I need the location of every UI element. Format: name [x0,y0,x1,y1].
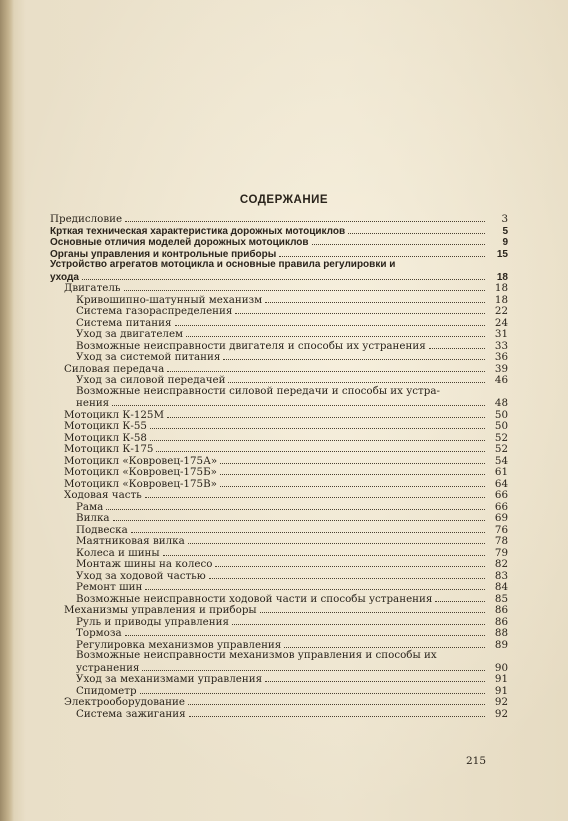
toc-entry-title: Уход за механизмами управления [76,673,263,685]
toc-entry-title: Система газораспределения [76,305,233,317]
toc-entry-title: Двигатель [64,282,121,294]
toc-entry [50,213,508,225]
toc-entry-title: Мотоцикл «Ковровец-175Б» [64,466,217,478]
toc-leader-dots [131,524,485,533]
toc-entry-page: 89 [494,638,508,651]
toc-entry-page: 76 [494,523,508,536]
toc-leader-dots [284,639,485,648]
toc-entry-page: 86 [494,604,508,616]
toc-entry-page: 46 [494,374,508,386]
toc-leader-dots [163,547,485,556]
toc-entry-title: Маятниковая вилка [76,535,185,547]
page-title: СОДЕРЖАНИЕ [239,194,329,206]
toc-entry [50,604,508,616]
toc-entry-title: Мотоцикл К-55 [64,420,147,432]
toc-entry [50,271,508,283]
toc-leader-dots [175,317,485,326]
page-number: 215 [466,755,487,767]
toc-entry-title: Уход за ходовой частью [76,569,206,582]
toc-entry [50,236,508,248]
toc-entry-title: Возможные неисправности двигателя и способы их устранения [76,339,426,352]
toc-entry [50,696,508,708]
toc-entry [50,374,508,386]
toc-leader-dots [209,570,485,579]
toc-leader-dots [220,466,485,475]
toc-entry-page: 18 [496,271,508,283]
toc-entry [50,535,508,547]
toc-entry-page: 52 [494,443,508,455]
toc-entry-title: Ходовая часть [64,489,142,501]
toc-leader-dots [124,282,485,291]
toc-entry [50,547,508,559]
toc-entry-page: 69 [494,512,508,524]
toc-entry [50,317,508,329]
toc-entry-title: Органы управления и контрольные приборы [50,248,277,260]
toc-entry [50,363,508,375]
toc-entry [50,432,508,444]
toc-entry-page: 92 [494,707,508,720]
toc-entry [50,351,508,363]
toc-entry-title: Руль и приводы управления [76,615,229,628]
toc-leader-dots [167,363,485,372]
toc-entry-title: Мотоцикл «Ковровец-175А» [64,454,218,467]
toc-entry-page: 91 [494,684,508,697]
toc-leader-dots [435,593,485,602]
toc-leader-dots [312,236,485,245]
toc-entry [50,593,508,605]
toc-entry [50,512,508,524]
toc-entry [50,420,508,432]
toc-entry-page: 52 [494,431,508,444]
toc-entry [50,455,508,467]
toc-leader-dots [113,512,485,521]
toc-entry-page: 92 [494,696,508,708]
toc-leader-dots [215,558,485,567]
toc-leader-dots [348,225,485,234]
toc-entry-title: Возможные неисправности силовой передачи и способы их устра- [76,384,440,397]
toc-entry-title: Тормоза [76,627,122,639]
toc-entry-title: Возможные неисправности механизмов управления и способы их [76,649,437,661]
toc-entry [50,328,508,340]
toc-entry [50,259,508,271]
toc-entry [50,294,508,306]
toc-entry-title: Подвеска [76,523,128,536]
toc-entry [50,581,508,593]
toc-entry [50,616,508,628]
toc-entry-title: ухода [50,271,79,283]
toc-leader-dots [112,397,485,406]
toc-entry-title: Ремонт шин [76,581,143,593]
toc-leader-dots [125,213,485,222]
toc-entry [50,282,508,294]
toc-entry-page: 31 [494,328,508,340]
toc-leader-dots [150,420,485,429]
toc-entry-title: Мотоцикл К-58 [64,431,147,444]
toc-entry-title: Регулировка механизмов управления [76,638,282,651]
toc-entry-page: 22 [494,305,508,317]
toc-leader-dots [145,581,485,590]
toc-entry-page: 3 [501,213,508,225]
toc-entry [50,489,508,501]
toc-entry [50,443,508,455]
toc-entry [50,225,508,237]
toc-entry-title: Кривошипно-шатунный механизм [76,293,263,306]
toc-entry-page: 15 [496,248,508,260]
toc-entry-page: 5 [502,225,508,237]
toc-leader-dots [265,673,485,682]
toc-entry-title: Вилка [76,512,110,524]
toc-entry-title: Механизмы управления и приборы [64,604,257,616]
toc-leader-dots [167,409,485,418]
toc-entry [50,397,508,409]
toc-entry [50,466,508,478]
toc-entry [50,662,508,674]
toc-entry [50,409,508,421]
toc-entry [50,524,508,536]
toc-entry-title: Основные отличия моделей дорожных мотоциклов [50,237,309,248]
toc-entry-title: Мотоцикл К-175 [64,443,154,455]
toc-entry [50,501,508,513]
toc-entry-page: 78 [494,535,508,547]
toc-entry-title: Монтаж шины на колесо [76,558,213,570]
toc-leader-dots [156,443,485,452]
toc-entry-page: 9 [502,237,508,248]
toc-entry-page: 86 [494,615,508,628]
toc-leader-dots [223,351,485,360]
toc-leader-dots [188,696,485,705]
toc-entry [50,650,508,662]
toc-leader-dots [188,535,485,544]
toc-entry-page: 64 [494,477,508,490]
toc-entry [50,305,508,317]
toc-entry [50,685,508,697]
toc-entry [50,478,508,490]
toc-entry-page: 88 [494,627,508,639]
toc-leader-dots [220,455,485,464]
toc-entry-page: 50 [494,408,508,421]
toc-entry [50,570,508,582]
toc-leader-dots [150,432,485,441]
toc-leader-dots [189,708,485,717]
toc-entry-title: Силовая передача [64,362,165,375]
toc-leader-dots [235,305,485,314]
toc-entry-title: Предисловие [50,213,123,225]
toc-leader-dots [106,501,485,510]
toc-entry-page: 61 [494,466,508,478]
toc-entry-page: 18 [494,282,508,294]
toc-leader-dots [232,616,485,625]
toc-entry-page: 83 [494,569,508,582]
table-of-contents [50,213,508,719]
toc-entry [50,627,508,639]
toc-entry-title: Электрооборудование [64,696,185,708]
toc-entry-page: 91 [494,673,508,685]
toc-entry [50,708,508,720]
toc-entry-title: нения [76,397,110,409]
toc-leader-dots [140,685,485,694]
toc-entry [50,340,508,352]
toc-entry-title: Возможные неисправности ходовой части и способы устранения [76,592,433,605]
toc-leader-dots [145,489,485,498]
toc-entry-page: 24 [494,316,508,329]
toc-entry-title: Устройство агрегатов мотоцикла и основные правила регулировки и [50,259,396,270]
toc-leader-dots [220,478,485,487]
toc-entry-page: 48 [494,397,508,409]
toc-leader-dots [260,604,485,613]
toc-entry-title: Система питания [76,316,172,329]
toc-entry-title: Мотоцикл К-125М [64,408,165,421]
toc-entry-title: Крткая техническая характеристика дорожных мотоциклов [50,225,346,237]
toc-entry-title: Мотоцикл «Ковровец-175В» [64,477,217,490]
toc-entry-title: Система зажигания [76,707,186,720]
toc-entry-page: 18 [494,293,508,306]
toc-leader-dots [228,374,485,383]
toc-entry-page: 84 [494,581,508,593]
toc-entry-title: Уход за двигателем [76,328,184,340]
toc-entry-title: Уход за силовой передачей [76,374,226,386]
toc-leader-dots [142,662,485,671]
toc-leader-dots [186,328,485,337]
toc-entry-page: 66 [494,489,508,501]
toc-leader-dots [443,386,485,394]
toc-entry-page: 66 [494,500,508,513]
toc-leader-dots [429,340,485,349]
toc-entry-page: 33 [494,339,508,352]
toc-entry-title: Колеса и шины [76,546,160,559]
toc-entry-page: 50 [494,420,508,432]
toc-entry-title: устранения [76,661,140,674]
toc-entry [50,386,508,398]
toc-leader-dots [440,650,485,658]
toc-leader-dots [279,248,485,257]
toc-entry [50,248,508,260]
toc-entry [50,558,508,570]
toc-leader-dots [125,627,485,636]
toc-entry-page: 54 [494,454,508,467]
toc-leader-dots [398,259,485,267]
toc-entry-page: 85 [494,592,508,605]
toc-entry-page: 39 [494,362,508,375]
toc-entry-page: 82 [494,558,508,570]
toc-entry [50,673,508,685]
toc-entry-page: 90 [494,661,508,674]
toc-leader-dots [82,271,485,280]
toc-entry-title: Уход за системой питания [76,351,221,363]
toc-entry-title: Спидометр [76,684,137,697]
toc-entry-title: Рама [76,500,104,513]
toc-entry-page: 79 [494,546,508,559]
page-binding-shadow [0,0,14,821]
toc-leader-dots [265,294,485,303]
toc-entry-page: 36 [494,351,508,363]
